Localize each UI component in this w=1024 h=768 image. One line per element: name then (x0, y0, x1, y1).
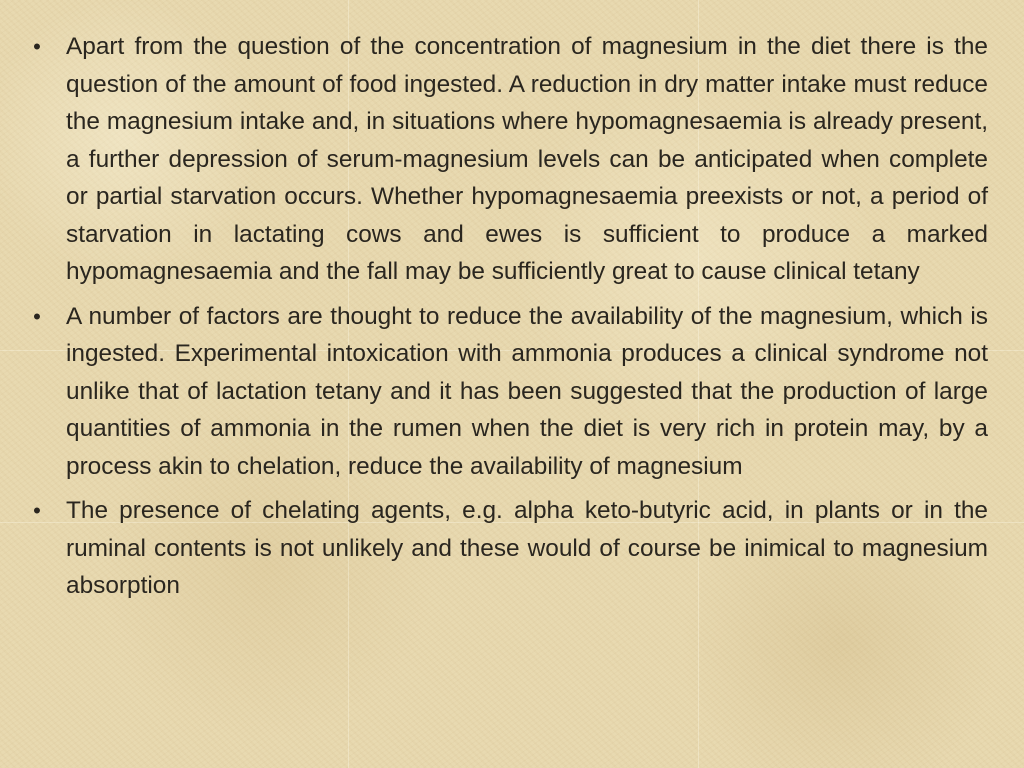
bullet-text: The presence of chelating agents, e.g. alpha keto-butyric acid, in plants or in the ruminal contents is not unlikely and these would of course be inimical to magnesium absorption (66, 497, 988, 599)
slide-content (22, 28, 988, 612)
bullet-icon: • (33, 498, 41, 523)
bullet-item-dry-matter-intake (22, 28, 988, 291)
bullet-text: Apart from the question of the concentration of magnesium in the diet there is the question of the amount of food ingested. A reduction in dry matter intake must reduce the magnesium intake and, in situations where hypomagnesaemia is already present, a further depression of serum-magnesium levels can be anticipated when complete or partial starvation occurs. Whether hypomagnesaemia preexists or not, a period of starvation in lactating cows and ewes is sufficient to produce a marked hypomagnesaemia and the fall may be sufficiently great to cause clinical tetany (66, 33, 988, 285)
bullet-icon: • (33, 303, 41, 329)
bullet-text: A number of factors are thought to reduce the availability of the magnesium, which is ingested. Experimental intoxication with ammonia produces a clinical syndrome not unlike that of lactation tetany and it has been suggested that the production of large quantities of ammonia in the rumen when the diet is very rich in protein may, by a process akin to chelation, reduce the availability of magnesium (66, 302, 988, 480)
bullet-item-chelating-agents (22, 492, 988, 605)
bullet-list (22, 28, 988, 605)
bullet-item-ammonia-availability (22, 298, 988, 486)
bullet-icon: • (33, 34, 41, 59)
